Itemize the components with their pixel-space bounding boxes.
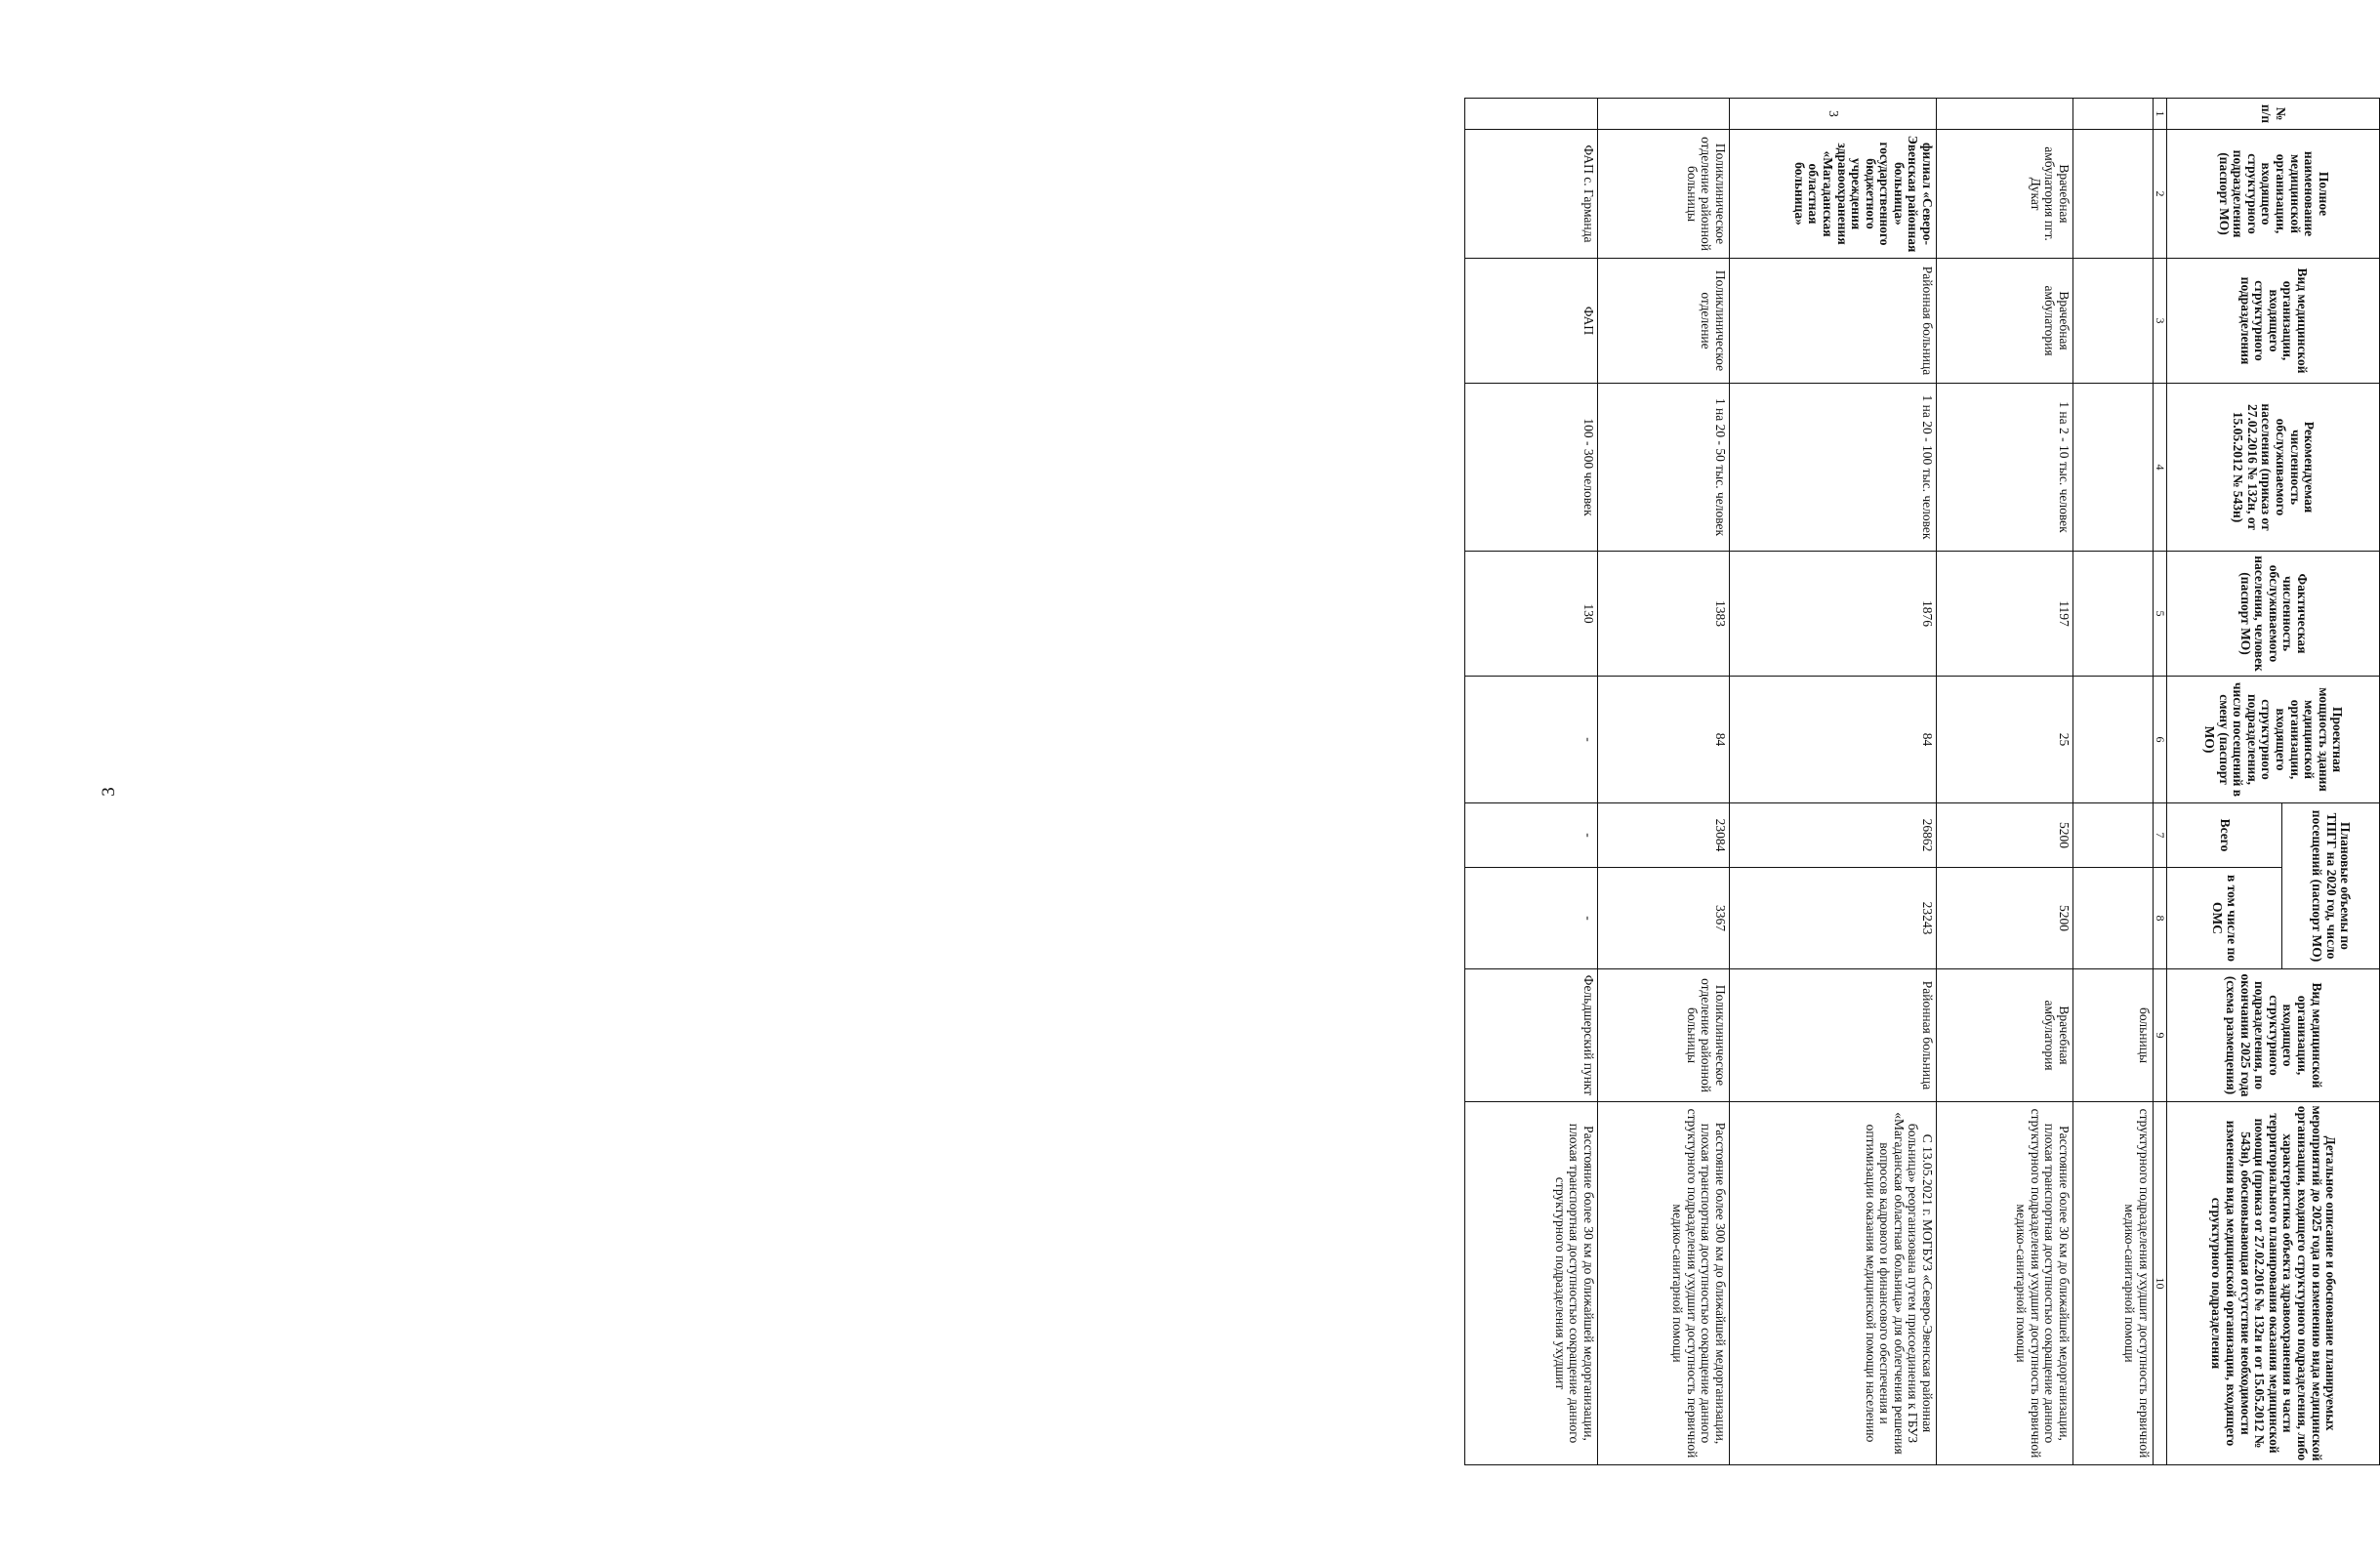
- cell-description: Расстояние более 30 км до ближайшей медорганизации, плохая транспортная доступностью сокращение данного структурного подразделения ухудшит: [1465, 1102, 1598, 1465]
- cell-actual: 130: [1465, 552, 1598, 677]
- header-oms: в том числе по ОМС: [2167, 868, 2282, 969]
- header-full-name: Полное наименование медицинской организации, входящего структурного подразделения (паспорт МО): [2167, 130, 2380, 259]
- cell-type: Поликлиническое отделение: [1598, 259, 1730, 384]
- cell-description: Расстояние более 30 км до ближайшей медорганизации, плохая транспортная доступностью сокращение данного структурного подразделения ухудшит доступность первичной медико-санитарной помощи: [1937, 1102, 2073, 1465]
- cell-actual: 1383: [1598, 552, 1730, 677]
- cell-recommended: 1 на 20 - 100 тыс. человек: [1730, 384, 1937, 552]
- cell-type-2025: Фельдшерский пункт: [1465, 969, 1598, 1102]
- cell-full-name: [2073, 130, 2154, 259]
- col-number: 4: [2154, 384, 2167, 552]
- cell-full-name: ФАП с. Гарманда: [1465, 130, 1598, 259]
- cell-total: 26862: [1730, 803, 1937, 868]
- cell-description: Расстояние более 300 км до ближайшей медорганизации, плохая транспортная доступностью сокращение данного структурного подразделения ухудшит доступность первичной медико-санитарной помощи: [1598, 1102, 1730, 1465]
- cell-full-name: филиал «Северо-Эвенская районная больница» государственного бюджетного учреждения здравоохранения «Магаданская областная больница»: [1730, 130, 1937, 259]
- col-number: 6: [2154, 677, 2167, 803]
- medical-organizations-table: [1464, 98, 2380, 1465]
- cell-total: 23084: [1598, 803, 1730, 868]
- col-number: 5: [2154, 552, 2167, 677]
- table-row: [1598, 99, 1730, 1465]
- cell-capacity: -: [1465, 677, 1598, 803]
- cell-recommended: 1 на 20 - 50 тыс. человек: [1598, 384, 1730, 552]
- cell-oms: 3367: [1598, 868, 1730, 969]
- col-number: 9: [2154, 969, 2167, 1102]
- cell-full-name: Врачебная амбулатория пгт. Дукат: [1937, 130, 2073, 259]
- cell-number: [1465, 99, 1598, 130]
- cell-type-2025: Поликлиническое отделение районной больницы: [1598, 969, 1730, 1102]
- cell-recommended: 1 на 2 - 10 тыс. человек: [1937, 384, 2073, 552]
- cell-type: Врачебная амбулатория: [1937, 259, 2073, 384]
- col-number: 10: [2154, 1102, 2167, 1465]
- column-number-row: [2154, 99, 2167, 1465]
- header-planned-volumes: Плановые объемы по ТПГГ на 2020 год, число посещений (паспорт МО): [2282, 803, 2380, 969]
- cell-actual: 1876: [1730, 552, 1937, 677]
- cell-recommended: 100 - 300 человек: [1465, 384, 1598, 552]
- col-number: 3: [2154, 259, 2167, 384]
- cell-recommended: [2073, 384, 2154, 552]
- table-row: [1465, 99, 1598, 1465]
- cell-type-2025: Районная больница: [1730, 969, 1937, 1102]
- cell-type-2025: Врачебная амбулатория: [1937, 969, 2073, 1102]
- cell-type-2025: больницы: [2073, 969, 2154, 1102]
- cell-capacity: [2073, 677, 2154, 803]
- header-total: Всего: [2167, 803, 2282, 868]
- col-number: 1: [2154, 99, 2167, 130]
- cell-full-name: Поликлиническое отделение районной больницы: [1598, 130, 1730, 259]
- cell-oms: 5200: [1937, 868, 2073, 969]
- cell-number: [1937, 99, 2073, 130]
- cell-type: Районная больница: [1730, 259, 1937, 384]
- cell-type: [2073, 259, 2154, 384]
- header-row: [2282, 99, 2380, 1465]
- cell-description: структурного подразделения ухудшит доступность первичной медико-санитарной помощи: [2073, 1102, 2154, 1465]
- header-number: № п/п: [2167, 99, 2380, 130]
- cell-capacity: 84: [1730, 677, 1937, 803]
- cell-total: -: [1465, 803, 1598, 868]
- cell-actual: [2073, 552, 2154, 677]
- table-row: [1730, 99, 1937, 1465]
- cell-actual: 1197: [1937, 552, 2073, 677]
- cell-capacity: 25: [1937, 677, 2073, 803]
- header-type-2025: Вид медицинской организации, входящего структурного подразделения, по окончании 2025 года (схема размещения): [2167, 969, 2380, 1102]
- header-description: Детальное описание и обоснование планируемых мероприятий до 2025 года по изменению вида медицинской организации, входящего структурного подразделения, либо характеристика объекта здравоохранения в части территориального планирования оказания медицинской помощи (приказ от 27.02.2016 № 132н и от 15.05.2012 № 543н), обосновывающая отсутствие необходимости изменения вида медицинской организации, входящего структурного подразделения: [2167, 1102, 2380, 1465]
- cell-capacity: 84: [1598, 677, 1730, 803]
- header-type: Вид медицинской организации, входящего структурного подразделения: [2167, 259, 2380, 384]
- cell-number: [2073, 99, 2154, 130]
- header-recommended-population: Рекомендуемая численность обслуживаемого населения (приказ от 27.02.2016 № 132н, от 15.05.2012 № 543н): [2167, 384, 2380, 552]
- header-design-capacity: Проектная мощность здания медицинской организации, входящего структурного подразделения, число посещений в смену (паспорт МО): [2167, 677, 2380, 803]
- cell-description: С 13.05.2021 г. МОГБУЗ «Северо-Эвенская районная больница» реорганизована путем присоединения к ГБУЗ «Магаданская областная больница» для облегчения решения вопросов кадрового и финансового обеспечения и оптимизации оказания медицинской помощи населению: [1730, 1102, 1937, 1465]
- cell-oms: [2073, 868, 2154, 969]
- col-number: 2: [2154, 130, 2167, 259]
- col-number: 8: [2154, 868, 2167, 969]
- cell-number: 3: [1730, 99, 1937, 130]
- table-row: [2073, 99, 2154, 1465]
- table-row: [1937, 99, 2073, 1465]
- cell-total: [2073, 803, 2154, 868]
- rotated-document: [1464, 98, 2380, 1464]
- cell-oms: -: [1465, 868, 1598, 969]
- cell-type: ФАП: [1465, 259, 1598, 384]
- cell-oms: 23243: [1730, 868, 1937, 969]
- page-number: 3: [99, 787, 119, 797]
- cell-total: 5200: [1937, 803, 2073, 868]
- header-actual-population: Фактическая численность обслуживаемого населения, человек (паспорт МО): [2167, 552, 2380, 677]
- col-number: 7: [2154, 803, 2167, 868]
- cell-number: [1598, 99, 1730, 130]
